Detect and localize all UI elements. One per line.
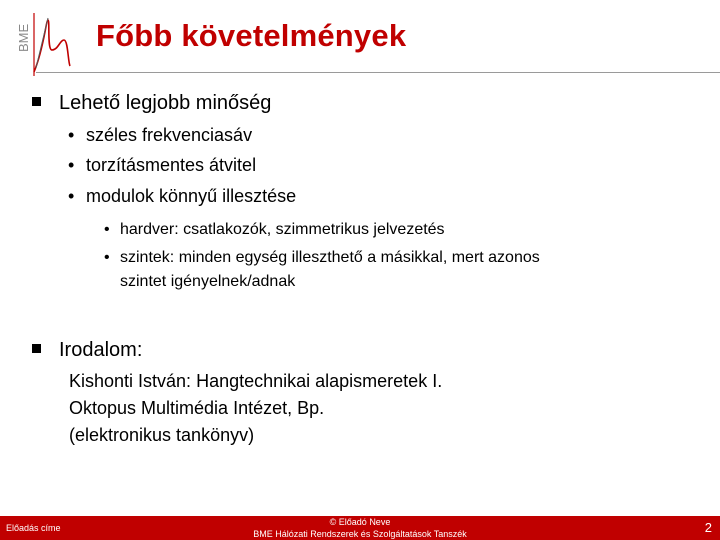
bullet-dot-icon: • — [68, 155, 75, 175]
square-bullet-icon — [32, 344, 41, 353]
sub-sub-bullet-continuation: szintet igényelnek/adnak — [120, 273, 296, 290]
square-bullet-icon — [32, 97, 41, 106]
bullet-text: Lehető legjobb minőség — [59, 92, 272, 114]
reference-line: Kishonti István: Hangtechnikai alapismeretek I. — [69, 371, 443, 391]
sub-bullet-modules — [68, 186, 296, 207]
page-number: 2 — [704, 520, 712, 535]
sub-bullet-text: széles frekvenciasáv — [86, 125, 253, 145]
sub-bullet-frequency — [68, 125, 252, 146]
footer-presenter: © Előadó Neve — [329, 517, 391, 527]
bullet-dot-icon: • — [68, 186, 75, 206]
sub-sub-bullet-hardware — [104, 221, 445, 239]
bullet-dot-icon: • — [104, 249, 110, 266]
sub-bullet-text: torzításmentes átvitel — [86, 155, 257, 175]
slide-title: Főbb követelmények — [96, 18, 407, 53]
bme-logo-text: BME — [16, 23, 31, 52]
bullet-literature — [32, 339, 142, 362]
sub-sub-bullet-text: hardver: csatlakozók, szimmetrikus jelvezetés — [120, 221, 445, 238]
bullet-text: Irodalom: — [59, 339, 143, 361]
bullet-dot-icon: • — [104, 221, 110, 238]
sub-bullet-text: modulok könnyű illesztése — [86, 186, 297, 206]
bullet-dot-icon: • — [68, 125, 75, 145]
reference-line: Oktopus Multimédia Intézet, Bp. — [69, 398, 325, 418]
footer-department: BME Hálózati Rendszerek és Szolgáltatások Tanszék — [253, 529, 467, 539]
bullet-quality — [32, 92, 271, 115]
sub-bullet-distortion — [68, 155, 256, 176]
bme-logo — [14, 10, 76, 76]
footer-bar — [0, 516, 720, 540]
footer-presentation-title: Előadás címe — [6, 523, 61, 533]
sub-sub-bullet-levels — [104, 249, 540, 267]
reference-line: (elektronikus tankönyv) — [69, 425, 255, 445]
title-divider — [36, 72, 720, 73]
sub-sub-bullet-text: szintek: minden egység illeszthető a másikkal, mert azonos — [120, 249, 540, 266]
